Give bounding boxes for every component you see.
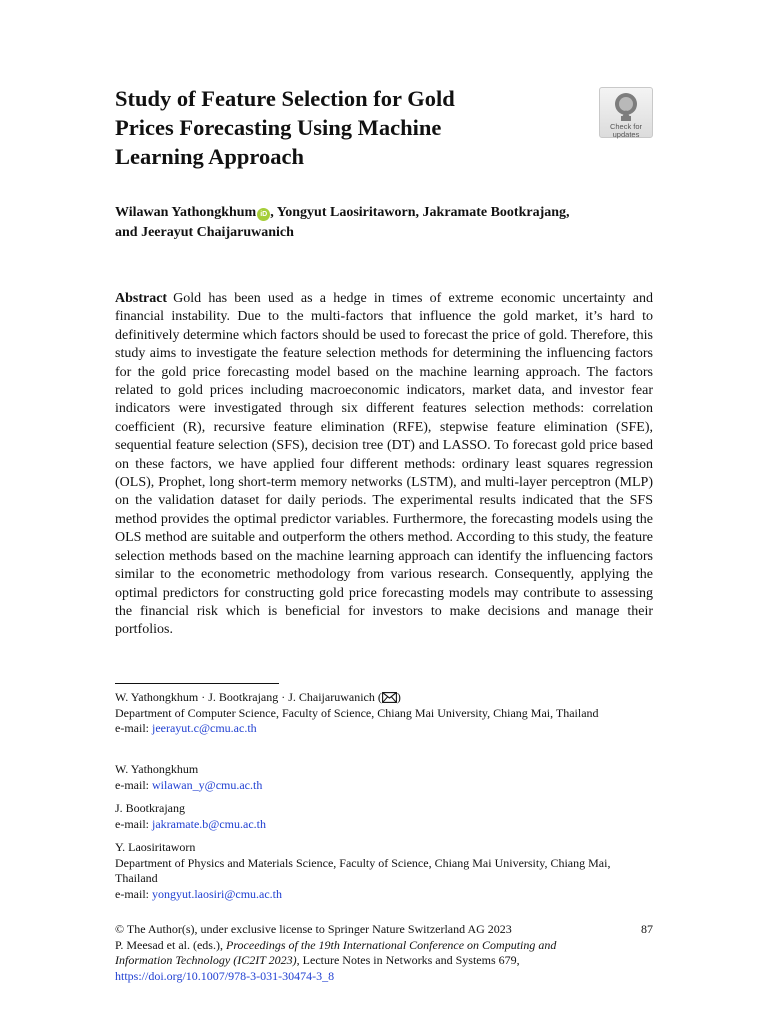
title-line-3: Learning Approach <box>115 144 304 169</box>
orcid-icon[interactable]: iD <box>257 208 270 221</box>
fn1-department: Department of Computer Science, Faculty of Science, Chiang Mai University, Chiang Mai, Thailand <box>115 705 599 720</box>
author-first: Wilawan Yathongkhum <box>115 205 257 220</box>
proceedings-title: Proceedings of the 19th International Conference on Computing and Information Technology (IC2IT 2023) <box>115 937 557 967</box>
abstract-text: Gold has been used as a hedge in times of extreme economic uncertainty and financial instability. Due to the multi-factors that influence the gold market, it’s hard to definitively determine which factors should be used to forecast the price of gold. Therefore, this study aims to investigate the feature selection methods for determining the influencing factors for the gold price forecasting model based on the machine learning approach. The factors related to gold prices including macroeconomic indicators, market data, and investor fear indicators were investigated through six different features selection methods: correlation coefficient (R), recursive feature elimination (RFE), stepwise feature elimination (SFE), sequential feature selection (SFS), decision tree (DT) and LASSO. To forecast gold price based on these factors, we have applied four different methods: ordinary least squares regression (OLS), Prophet, long short-term memory networks (LSTM), and multi-layer perceptron (MLP) on the validation dataset for daily periods. The experimental results indicated that the SFS method provides the optimal predictor variables. Furthermore, the forecasting models using the OLS method are suitable and outperform the others method. According to this study, the feature selection methods based on the machine learning approach can identify the influencing factors similar to the econometric methodology from various research. Consequently, applying the optimal predictors for constructing gold price forecasting models may contribute to assessing the financial risk which is beneficial for investors to make decisions and manage their portfolios. <box>115 291 653 638</box>
fn2-name: W. Yathongkhum <box>115 762 199 776</box>
fn3-email-prefix: e-mail: <box>115 816 152 831</box>
check-for-updates-icon <box>613 92 639 122</box>
abstract-label: Abstract <box>115 291 168 306</box>
authors-line-1-rest: , Yongyut Laosiritaworn, Jakramate Bootkrajang, <box>270 205 570 220</box>
footnote-rule <box>115 683 279 684</box>
abstract <box>115 290 653 640</box>
fn4-email-link[interactable]: yongyut.laosiri@cmu.ac.th <box>151 886 283 901</box>
series-info: , Lecture Notes in Networks and Systems 679, <box>296 953 520 967</box>
title-line-1: Study of Feature Selection for Gold <box>115 86 455 111</box>
editors: P. Meesad et al. (eds.), <box>115 937 226 952</box>
fn1-names: W. Yathongkhum · J. Bootkrajang · J. Chaijaruwanich ( <box>115 690 382 704</box>
badge-line-1: Check for <box>609 122 643 131</box>
fn1-names-close: ) <box>396 690 401 704</box>
fn2-email-link[interactable]: wilawan_y@cmu.ac.th <box>151 777 263 792</box>
title-line-2: Prices Forecasting Using Machine <box>115 115 442 140</box>
footnote-block-3 <box>115 801 655 832</box>
page-number: 87 <box>641 922 653 936</box>
fn1-email-prefix: e-mail: <box>115 721 152 735</box>
check-for-updates-badge[interactable] <box>599 87 653 138</box>
badge-line-2: updates <box>612 130 640 139</box>
author-list <box>115 203 655 243</box>
fn1-email-link[interactable]: jeerayut.c@cmu.ac.th <box>151 721 257 735</box>
fn3-name: J. Bootkrajang <box>115 801 185 815</box>
doi-link[interactable]: https://doi.org/10.1007/978-3-031-30474-3_8 <box>115 968 335 983</box>
copyright-line: © The Author(s), under exclusive license to Springer Nature Switzerland AG 2023 <box>115 922 512 936</box>
fn3-email-link[interactable]: jakramate.b@cmu.ac.th <box>151 816 266 831</box>
footnote-block-4 <box>115 840 655 902</box>
paper-title <box>115 84 585 171</box>
fn2-email-prefix: e-mail: <box>115 777 152 792</box>
copyright-block <box>115 922 615 984</box>
fn4-email-prefix: e-mail: <box>115 886 152 901</box>
authors-line-2: and Jeerayut Chaijaruwanich <box>115 225 294 240</box>
footnote-block-2 <box>115 762 655 793</box>
fn4-name: Y. Laosiritaworn <box>115 840 196 854</box>
envelope-icon <box>382 692 397 703</box>
footnote-block-1 <box>115 690 655 737</box>
fn4-department: Department of Physics and Materials Science, Faculty of Science, Chiang Mai University, Chiang Mai, Thailand <box>115 855 611 885</box>
